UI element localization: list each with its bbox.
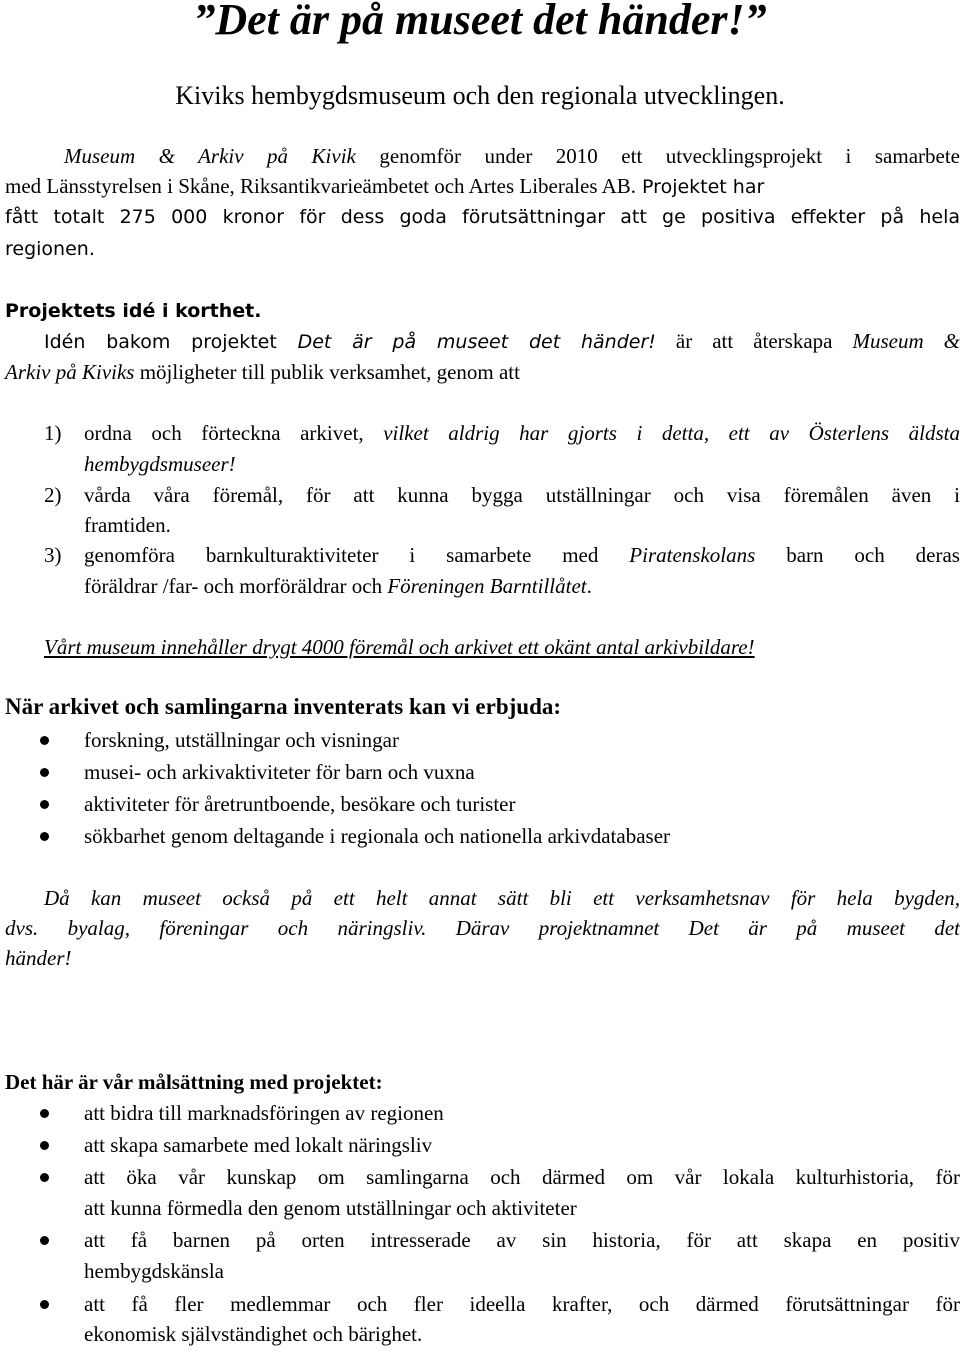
numbered-item-1-line-2: hembygdsmuseer! [84, 452, 236, 476]
list-number: 3) [44, 543, 62, 567]
goal-item: att öka vår kunskap om samlingarna och därmed om vår lokala kulturhistoria, för [84, 1165, 960, 1189]
numbered-item-1-line-1: ordna och förteckna arkivet, vilket aldrig har gjorts i detta, ett av Österlens äldsta [84, 421, 960, 445]
intro-line-1: Museum & Arkiv på Kivik genomför under 2010 ett utvecklingsprojekt i samarbete [64, 144, 960, 168]
hub-line-3: händer! [5, 946, 72, 970]
offer-heading: När arkivet och samlingarna inventerats kan vi erbjuda: [5, 694, 562, 719]
numbered-item-2-line-1: vårda våra föremål, för att kunna bygga utställningar och visa föremålen även i [84, 483, 960, 507]
idea-heading: Projektets idé i korthet. [5, 300, 262, 322]
offer-item: sökbarhet genom deltagande i regionala och nationella arkivdatabaser [84, 824, 671, 848]
offer-item: aktiviteter för åretruntboende, besökare och turister [84, 792, 516, 816]
bullet-icon [40, 1141, 49, 1150]
offer-item: forskning, utställningar och visningar [84, 728, 399, 752]
idea-line-1: Idén bakom projektet Det är på museet det händer! är att återskapa Museum & [44, 329, 960, 353]
goal-item: att skapa samarbete med lokalt näringsliv [84, 1133, 433, 1157]
hub-line-2: dvs. byalag, föreningar och näringsliv. Därav projektnamnet Det är på museet det [5, 916, 960, 940]
bullet-icon [40, 736, 49, 745]
numbered-item-3-line-1: genomföra barnkulturaktiviteter i samarbete med Piratenskolans barn och deras [84, 543, 960, 567]
goals-heading: Det här är vår målsättning med projektet: [5, 1070, 383, 1094]
list-number: 1) [44, 421, 62, 445]
page-subtitle: Kiviks hembygdsmuseum och den regionala utvecklingen. [175, 81, 785, 110]
bullet-icon [40, 1300, 49, 1309]
bullet-icon [40, 1173, 49, 1182]
intro-line-3: fått totalt 275 000 kronor för dess goda förutsättningar att ge positiva effekter på hela [5, 206, 960, 228]
hub-line-1: Då kan museet också på ett helt annat sätt bli ett verksamhetsnav för hela bygden, [44, 886, 960, 910]
goal-item: att få barnen på orten intresserade av sin historia, för att skapa en positiv [84, 1228, 960, 1252]
goal-item-continued: hembygdskänsla [84, 1259, 224, 1283]
goal-item: att bidra till marknadsföringen av regionen [84, 1101, 444, 1125]
bullet-icon [40, 800, 49, 809]
bullet-icon [40, 1236, 49, 1245]
bullet-icon [40, 768, 49, 777]
list-number: 2) [44, 483, 62, 507]
bullet-icon [40, 1109, 49, 1118]
numbered-item-3-line-2: föräldrar /far- och morföräldrar och Föreningen Barntillåtet. [84, 574, 592, 598]
goal-item-continued: ekonomisk självständighet och bärighet. [84, 1322, 423, 1346]
bullet-icon [40, 832, 49, 841]
intro-line-2: med Länsstyrelsen i Skåne, Riksantikvarieämbetet och Artes Liberales AB. Projektet har [5, 174, 765, 198]
offer-item: musei- och arkivaktiviteter för barn och vuxna [84, 760, 475, 784]
idea-line-2: Arkiv på Kiviks möjligheter till publik verksamhet, genom att [5, 360, 520, 384]
page-title: ”Det är på museet det händer!” [193, 0, 767, 44]
goal-item: att få fler medlemmar och fler ideella krafter, och därmed förutsättningar för [84, 1292, 960, 1316]
goal-item-continued: att kunna förmedla den genom utställningar och aktiviteter [84, 1196, 577, 1220]
intro-line-4: regionen. [5, 238, 95, 260]
museum-note: Vårt museum innehåller drygt 4000 föremål och arkivet ett okänt antal arkivbildare! [44, 635, 755, 659]
numbered-item-2-line-2: framtiden. [84, 513, 171, 537]
